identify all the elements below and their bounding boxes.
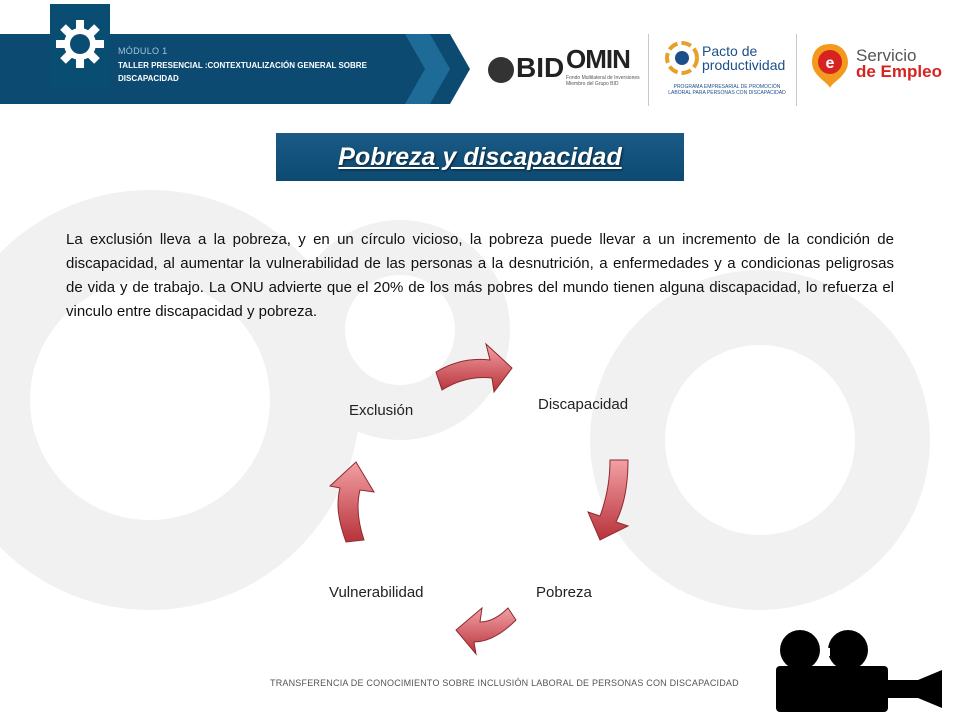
pacto-name: Pacto de productividad: [702, 43, 786, 73]
cycle-label-exclusion: Exclusión: [349, 402, 414, 419]
footer-text: TRANSFERENCIA DE CONOCIMIENTO SOBRE INCLUSIÓN LABORAL DE PERSONAS CON DISCAPACIDAD: [270, 678, 739, 688]
fomin-name: OMIN: [566, 44, 630, 74]
pacto-subtitle: PROGRAMA EMPRESARIAL DE PROMOCIÓN LABORAL PARA PERSONAS CON DISCAPACIDAD: [668, 84, 786, 96]
bid-logo: BID: [488, 52, 564, 84]
fomin-subtitle: Fondo Multilateral de Inversiones Miembro del Grupo BID: [566, 75, 640, 87]
body-paragraph: La exclusión lleva a la pobreza, y en un círculo vicioso, la pobreza puede llevar a un incremento de la condición de discapacidad, al aumentar la vulnerabilidad de las personas a la desnutrición, a enfermedades y a condicionas peligrosas de vida y de trabajo. La ONU advierte que el 20% de los más pobres del mundo tienen alguna discapacidad, lo refuerza el vinculo entre discapacidad y pobreza.: [66, 231, 894, 320]
camera-icon[interactable]: [770, 628, 950, 718]
servicio-name: Servicio de Empleo: [856, 46, 942, 81]
module-title: TALLER PRESENCIAL :CONTEXTUALIZACIÓN GENERAL SOBRE DISCAPACIDAD: [118, 61, 367, 83]
cycle-label-vulnerabilidad: Vulnerabilidad: [329, 584, 424, 601]
cycle-label-pobreza: Pobreza: [536, 584, 592, 601]
arrow-vulnerabilidad-to-exclusion: [330, 462, 374, 542]
arrow-exclusion-to-discapacidad: [436, 344, 512, 392]
module-label: MÓDULO 1: [118, 46, 168, 56]
svg-text:e: e: [825, 55, 835, 72]
arrow-discapacidad-to-pobreza: [588, 460, 628, 540]
arrow-pobreza-to-vulnerabilidad: [456, 608, 516, 654]
cycle-label-discapacidad: Discapacidad: [538, 396, 629, 413]
slide-title: Pobreza y discapacidad: [338, 142, 622, 171]
